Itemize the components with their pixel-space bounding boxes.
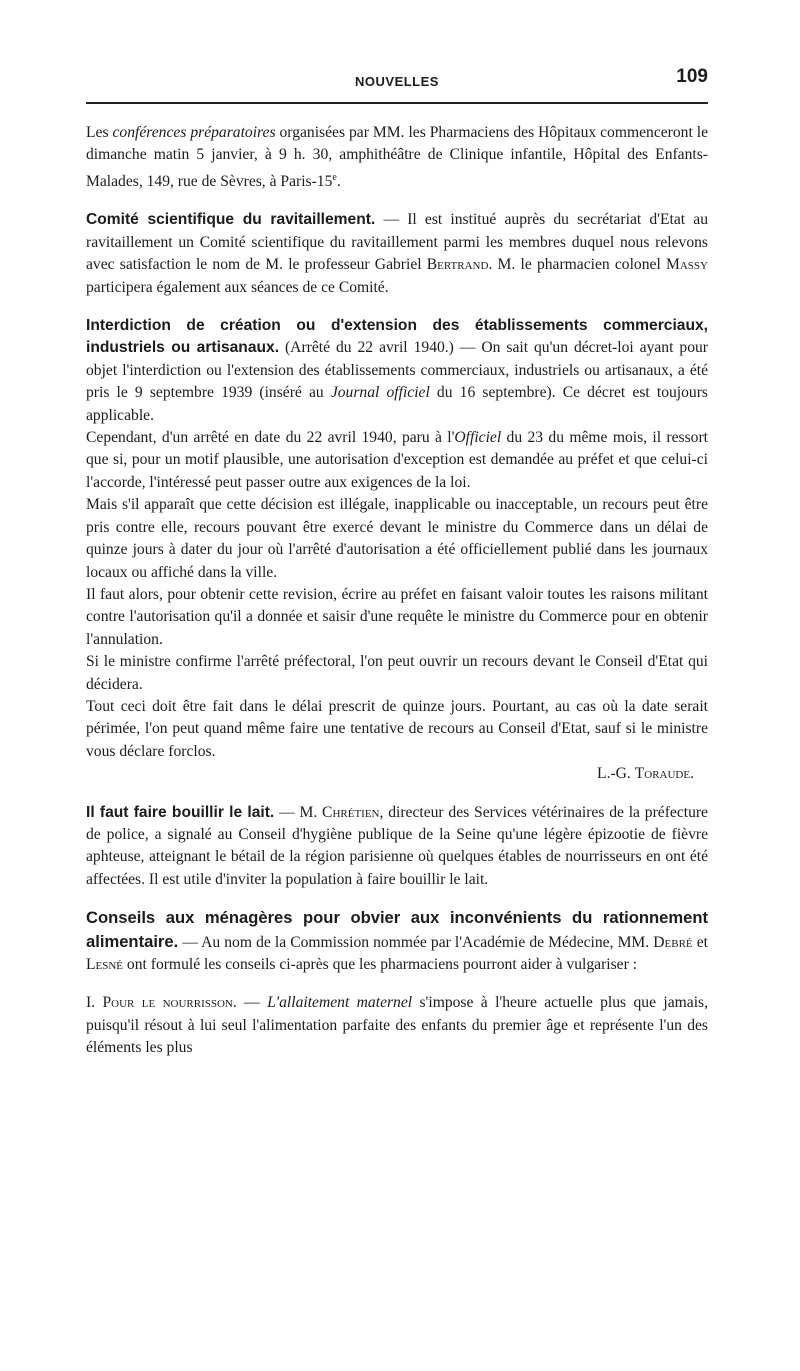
page-number: 109	[676, 66, 708, 87]
interdiction-paragraph-3: Mais s'il apparaît que cette décision est illégale, inapplicable ou inacceptable, un recours peut être pris contre elle, recours pouvant être exercé devant le ministre du Commerce dans un délai de quinze jours à dater du jour où l'arrêté d'autorisation a été officiellement publié dans les journaux locaux ou affiché dans la ville.	[86, 496, 708, 581]
interdiction-paragraph-5: Si le ministre confirme l'arrêté préfectoral, l'on peut ouvrir un recours devant le Conseil d'Etat qui décidera.	[86, 653, 708, 693]
comite-paragraph: Comité scientifique du ravitaillement. — Il est institué auprès du secrétariat d'Etat au ravitaillement un Comité scientifique du ravitaillement parmi les membres duquel nous relevons avec satisfaction le nom de M. le professeur Gabriel Bertrand. M. le pharmacien colonel Massy participera également aux séances de ce Comité.	[86, 211, 708, 296]
allaitement-italic: L'allaitement maternel	[267, 994, 413, 1012]
interdiction-paragraph-2: Cependant, d'un arrêté en date du 22 avril 1940, paru à l'Officiel du 23 du même mois, il ressort que si, pour un motif plausible, une autorisation d'exception est demandée au préfet et que celui-ci l'accorde, l'intéressé peut passer outre aux exigences de la loi.	[86, 429, 708, 491]
conseils-heading: Conseils aux ménagères pour obvier aux inconvénients du rationnement alimentaire.	[86, 908, 708, 951]
page-header	[86, 62, 708, 96]
officiel-italic: Officiel	[454, 429, 502, 447]
name-lesne: Lesné	[86, 956, 124, 973]
conseils-paragraph: Conseils aux ménagères pour obvier aux inconvénients du rationnement alimentaire. — Au nom de la Commission nommée par l'Académie de Médecine, MM. Debré et Lesné ont formulé les conseils ci-après que les pharmaciens pourront aider à vulgariser :	[86, 908, 708, 973]
comite-heading: Comité scientifique du ravitaillement.	[86, 211, 376, 229]
running-head: NOUVELLES	[355, 74, 439, 89]
header-rule	[86, 102, 708, 104]
name-chretien: Chrétien	[322, 803, 380, 821]
name-bertrand: Bertrand	[426, 256, 489, 274]
lait-paragraph: Il faut faire bouillir le lait. — M. Chrétien, directeur des Services vétérinaires de la préfecture de police, a signalé au Conseil d'hygiène publique de la Seine qu'une légère épizootie de fièvre aphteuse, atteignant le bétail de la région parisienne où quelques étables de nourrisseurs en ont été affectées. Il est utile d'inviter la population à faire bouillir le lait.	[86, 803, 708, 888]
page-content	[86, 122, 708, 1060]
interdiction-paragraph-4: Il faut alors, pour obtenir cette revision, écrire au préfet en faisant valoir toutes les raisons militant contre l'autorisation qu'il a donnée et saisir d'une requête le ministre du Commerce pour en obtenir l'annulation.	[86, 585, 708, 648]
nourrisson-paragraph: I. Pour le nourrisson. — L'allaitement maternel s'impose à l'heure actuelle plus que jamais, puisqu'il résout à lui seul l'alimentation parfaite des enfants du premier âge et représente l'un des éléments les plus	[86, 994, 708, 1057]
interdiction-paragraph-1: Interdiction de création ou d'extension des établissements commerciaux, industriels ou artisanaux. (Arrêté du 22 avril 1940.) — On sait qu'un décret-loi ayant pour objet l'interdiction ou l'extension des établissements commerciaux, industriels ou artisanaux, a été pris le 9 septembre 1939 (inséré au Journal officiel du 16 septembre). Ce décret est toujours applicable.	[86, 317, 708, 424]
nourrisson-label: I. Pour le nourrisson.	[86, 994, 237, 1012]
interdiction-paragraph-6: Tout ceci doit être fait dans le délai prescrit de quinze jours. Pourtant, au cas où la date serait périmée, l'on peut quand même faire une tentative de recours au Conseil d'Etat, sauf si le ministre vous déclare forclos.	[86, 697, 708, 760]
interdiction-heading: Interdiction de création ou d'extension des établissements commerciaux, industriels ou artisanaux.	[86, 317, 708, 357]
conferences-paragraph: Les conférences préparatoires organisées par MM. les Pharmaciens des Hôpitaux commenceront le dimanche matin 5 janvier, à 9 h. 30, amphithéâtre de Clinique infantile, Hôpital des Enfants-Malades, 149, rue de Sèvres, à Paris-15e.	[86, 124, 708, 190]
name-debre: Debré	[653, 933, 693, 951]
lait-heading: Il faut faire bouillir le lait.	[86, 803, 275, 821]
conferences-italic: conférences préparatoires	[112, 124, 276, 141]
name-massy: Massy	[665, 256, 708, 274]
journal-officiel-italic: Journal officiel	[330, 384, 430, 402]
signature: L.-G. Toraude.	[597, 765, 694, 783]
document-page	[86, 62, 708, 1057]
